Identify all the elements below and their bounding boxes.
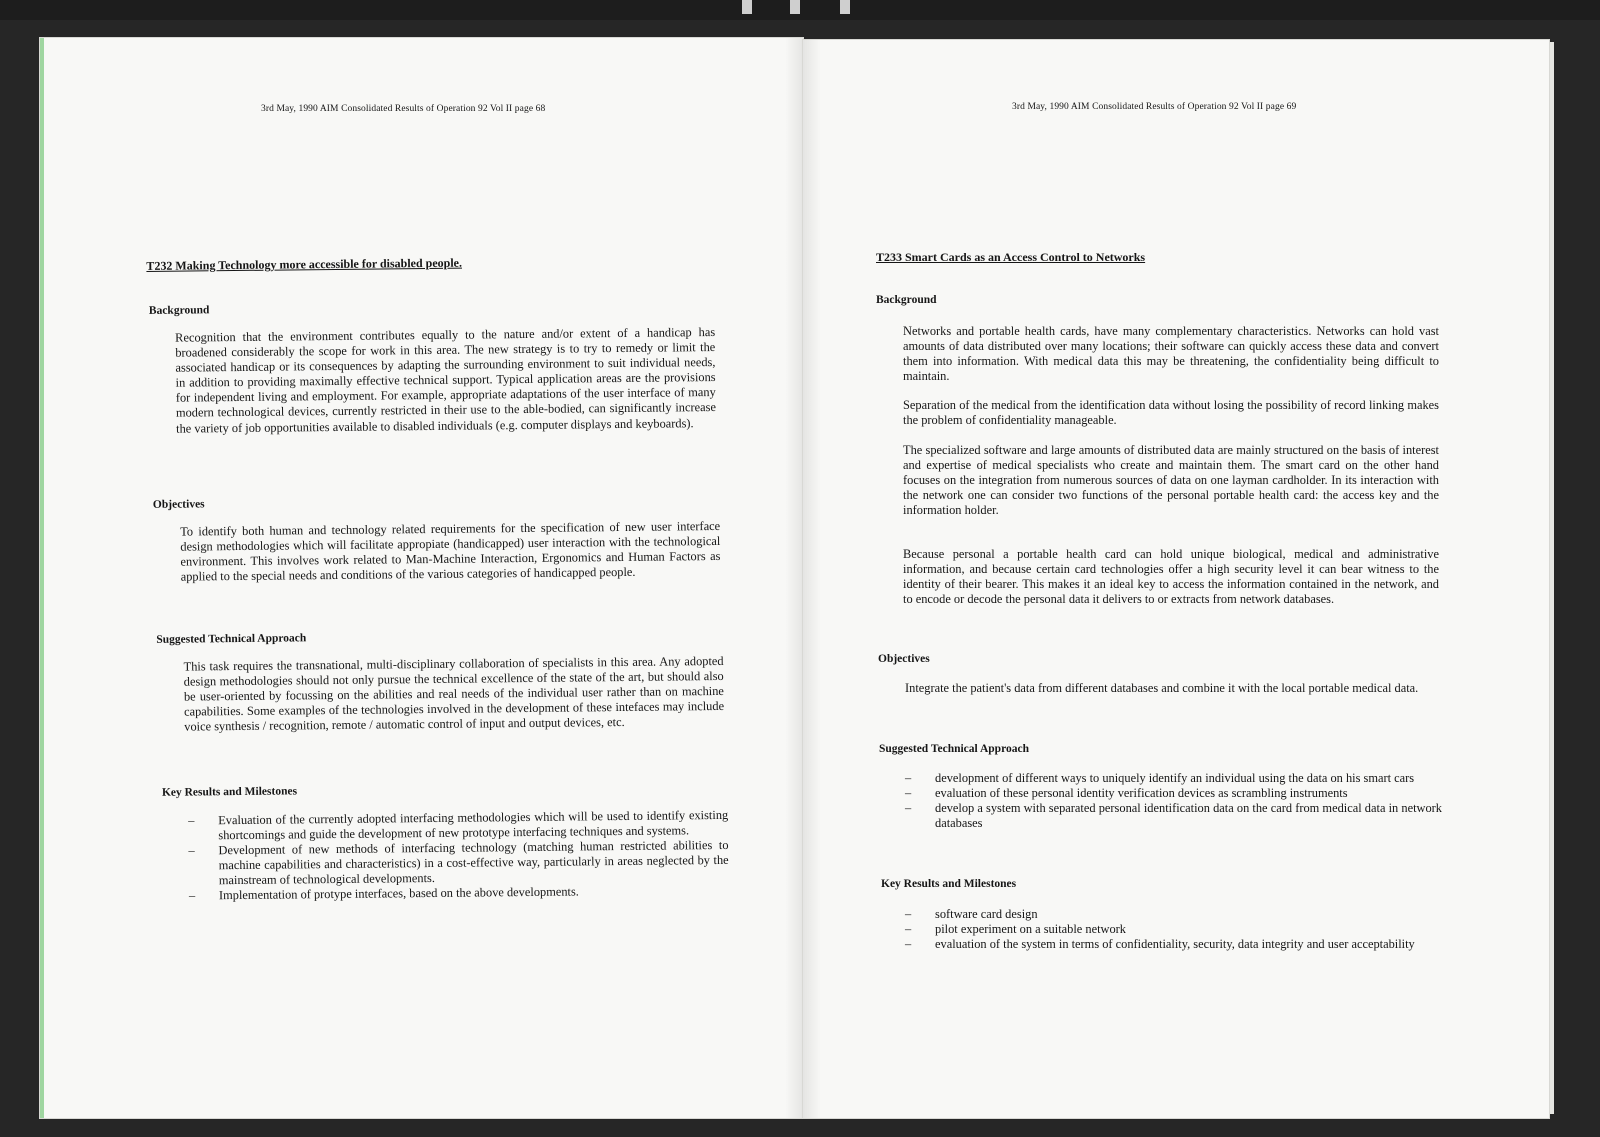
approach-list <box>905 771 1442 831</box>
section-title: T232 Making Technology more accessible for disabled people. <box>146 255 463 273</box>
approach-heading: Suggested Technical Approach <box>879 743 1029 755</box>
list-item: – pilot experiment on a suitable network <box>905 922 1442 937</box>
list-item: – development of different ways to uniquely identify an individual using the data on his smart cars <box>905 771 1442 786</box>
list-item: – evaluation of these personal identity verification devices as scrambling instruments <box>905 786 1442 801</box>
ruler-mark <box>742 0 752 14</box>
background-paragraph-3: The specialized software and large amounts of distributed data are mainly structured on the basis of interest and expertise of medical specialists who create and maintain them. The smart card on the other hand focuses on the integration from numerous sources of data on one layman cardholder. In its interaction with the network one can consider two functions of the personal portable health card: the access key and the information holder. <box>903 443 1439 518</box>
list-item: – Development of new methods of interfacing technology (matching human restricted abilities to machine capabilities and characteristics) in a cost-effective way, particularly in areas neglected by the mainstream of technological developments. <box>188 838 728 889</box>
background-paragraph-4: Because personal a portable health card can hold unique biological, medical and administrative information, and because certain card technologies offer a high security level it can bear witness to the identity of their bearer. This makes it an ideal key to access the information contained in the network, and to encode or decode the personal data it delivers to or extracts from network databases. <box>903 547 1439 607</box>
background-text: Recognition that the environment contributes equally to the nature and/or extent of a handicap has broadened considerably the scope for work in this area. The new strategy is to try to remedy or limit the associated handicap or its consequences by adapting the surrounding environment to suit individual needs, in addition to providing maximally effective technical support. Typical application areas are the provisions for independent living and employment. For example, appropriate adaptations of the user interface of many modern technological devices, currently restricted in their use to the able-bodied, can significantly increase the variety of job opportunities available to disabled individuals (e.g. computer displays and keyboards). <box>175 324 716 436</box>
background-heading: Background <box>876 294 937 306</box>
ruler-mark <box>790 0 800 14</box>
list-item: – software card design <box>905 907 1442 922</box>
right-page <box>803 40 1549 1118</box>
results-heading: Key Results and Milestones <box>161 785 298 799</box>
approach-heading: Suggested Technical Approach <box>156 632 307 646</box>
page-header: 3rd May, 1990 AIM Consolidated Results of Operation 92 Vol II page 69 <box>1012 102 1297 112</box>
background-heading: Background <box>148 304 210 317</box>
list-item: – develop a system with separated personal identification data on the card from medical data in network databases <box>905 801 1442 831</box>
list-item: – evaluation of the system in terms of confidentiality, security, data integrity and user acceptability <box>905 937 1442 952</box>
list-item: – Evaluation of the currently adopted interfacing methodologies which will be used to identify existing shortcomings and guide the development of new prototype interfacing techniques and systems. <box>188 808 728 844</box>
approach-text: This task requires the transnational, multi-disciplinary collaboration of specialists in this area. Any adopted design methodologies should not only pursue the technical excellence of the state of the art, but should also be user-oriented by focussing on the abilities and real needs of the individual user rather than on machine capabilities. Some examples of the technologies involved in the development of these intefaces may include voice synthesis / recognition, remote / automatic control of input and output devices, etc. <box>183 653 725 734</box>
section-title: T233 Smart Cards as an Access Control to Networks <box>876 250 1146 264</box>
scan-ruler-strip <box>0 0 1600 20</box>
objectives-heading: Objectives <box>152 498 205 511</box>
background-paragraph-1: Networks and portable health cards, have many complementary characteristics. Networks can hold vast amounts of data distributed over many locations; their software can quickly access these data and convert them into information. With medical data this may be threatening, the confidentiality being difficult to maintain. <box>903 324 1439 384</box>
results-list <box>905 907 1442 952</box>
objectives-heading: Objectives <box>878 653 930 665</box>
objectives-text: Integrate the patient's data from different databases and combine it with the local portable medical data. <box>905 681 1419 695</box>
results-heading: Key Results and Milestones <box>881 878 1017 890</box>
left-page <box>40 38 803 1118</box>
page-header: 3rd May, 1990 AIM Consolidated Results of Operation 92 Vol II page 68 <box>261 104 546 114</box>
left-page-body <box>44 38 803 1118</box>
background-paragraph-2: Separation of the medical from the identification data without losing the possibility of record linking makes the problem of confidentiality manageable. <box>903 398 1439 428</box>
list-item: – Implementation of protype interfaces, based on the above developments. <box>189 883 729 904</box>
ruler-mark <box>840 0 850 14</box>
objectives-text: To identify both human and technology related requirements for the specification of new user interface design methodologies which will facilitate appropiate (handicapped) user interaction with the technological environment. This involves work related to Man-Machine Interaction, Ergonomics and Human Factors as applied to the special needs and conditions of the various categories of handicapped people. <box>180 518 721 584</box>
results-list <box>188 808 729 904</box>
